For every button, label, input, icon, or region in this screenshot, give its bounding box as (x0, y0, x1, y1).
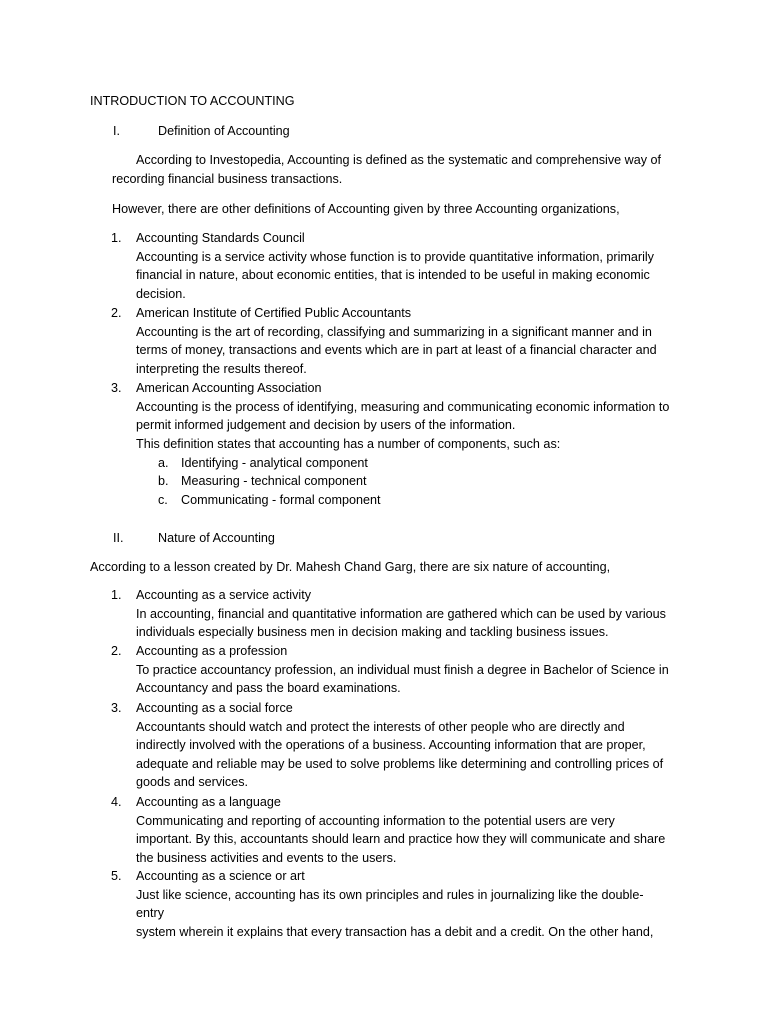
item-title: Accounting as a profession (136, 644, 288, 658)
definition-item-2 (111, 304, 671, 378)
item-line: Communicating and reporting of accounting information to the potential users are very (136, 813, 615, 828)
component-letter: a. (158, 456, 169, 470)
item-line: system wherein it explains that every transaction has a debit and a credit. On the other hand, (136, 924, 654, 939)
component-item-a (158, 454, 368, 473)
section-1-intro-line-2: recording financial business transactions. (112, 172, 343, 186)
component-item-c (158, 491, 380, 510)
nature-item-5 (111, 867, 671, 941)
nature-item-2 (111, 642, 671, 698)
section-1-lead: However, there are other definitions of Accounting given by three Accounting organizations, (112, 202, 620, 216)
item-title: Accounting as a service activity (136, 588, 311, 602)
item-line: To practice accountancy profession, an individual must finish a degree in Bachelor of Science in (136, 662, 669, 677)
definition-item-1 (111, 229, 671, 303)
item-number: 1. (111, 588, 122, 602)
item-line: decision. (136, 286, 186, 301)
item-line: Accountants should watch and protect the interests of other people who are directly and (136, 719, 625, 734)
section-1-intro-line-1: According to Investopedia, Accounting is defined as the systematic and comprehensive way of (136, 153, 662, 167)
item-line: Just like science, accounting has its own principles and rules in journalizing like the double-entry (136, 887, 644, 921)
item-number: 2. (111, 644, 122, 658)
component-letter: c. (158, 493, 168, 507)
item-title: Accounting as a science or art (136, 869, 305, 883)
item-line: adequate and reliable may be used to solve problems like determining and controlling prices of (136, 756, 664, 771)
item-line: indirectly involved with the operations of a business. Accounting information that are proper, (136, 738, 646, 753)
item-line: This definition states that accounting has a number of components, such as: (136, 436, 561, 451)
component-letter: b. (158, 474, 169, 488)
nature-item-3 (111, 699, 671, 792)
item-line: permit informed judgement and decision by users of the information. (136, 418, 516, 433)
item-number: 2. (111, 306, 122, 320)
item-title: Accounting as a language (136, 795, 281, 809)
item-line: interpreting the results thereof. (136, 361, 307, 376)
item-number: 5. (111, 869, 122, 883)
component-item-b (158, 472, 367, 491)
item-line: individuals especially business men in decision making and tackling business issues. (136, 625, 609, 640)
item-line: Accounting is a service activity whose function is to provide quantitative information, primarily (136, 249, 654, 264)
component-text: Measuring - technical component (181, 474, 367, 488)
nature-item-4 (111, 793, 671, 867)
item-number: 3. (111, 381, 122, 395)
item-title: American Institute of Certified Public Accountants (136, 306, 412, 320)
section-2-numeral: II. (113, 531, 124, 545)
section-1-title: Definition of Accounting (158, 124, 290, 138)
definition-item-3 (111, 379, 671, 453)
item-number: 4. (111, 795, 122, 809)
component-text: Communicating - formal component (181, 493, 381, 507)
section-2-title: Nature of Accounting (158, 531, 275, 545)
document-title: INTRODUCTION TO ACCOUNTING (90, 94, 295, 108)
item-line: important. By this, accountants should learn and practice how they will communicate and share (136, 832, 666, 847)
item-number: 1. (111, 231, 122, 245)
section-1-numeral: I. (113, 124, 120, 138)
item-line: goods and services. (136, 775, 249, 790)
item-line: the business activities and events to the users. (136, 850, 397, 865)
item-title: Accounting Standards Council (136, 231, 305, 245)
item-line: Accounting is the art of recording, classifying and summarizing in a significant manner and in (136, 324, 652, 339)
item-line: terms of money, transactions and events which are in part at least of a financial character and (136, 343, 657, 358)
item-line: financial in nature, about economic entities, that is intended to be useful in making economic (136, 268, 650, 283)
item-title: Accounting as a social force (136, 701, 293, 715)
item-number: 3. (111, 701, 122, 715)
item-line: Accounting is the process of identifying, measuring and communicating economic information to (136, 399, 670, 414)
component-text: Identifying - analytical component (181, 456, 368, 470)
item-line: In accounting, financial and quantitative information are gathered which can be used by various (136, 606, 666, 621)
nature-item-1 (111, 586, 671, 642)
item-line: Accountancy and pass the board examinations. (136, 681, 401, 696)
section-2-lead: According to a lesson created by Dr. Mahesh Chand Garg, there are six nature of accounting, (90, 560, 611, 574)
item-title: American Accounting Association (136, 381, 322, 395)
